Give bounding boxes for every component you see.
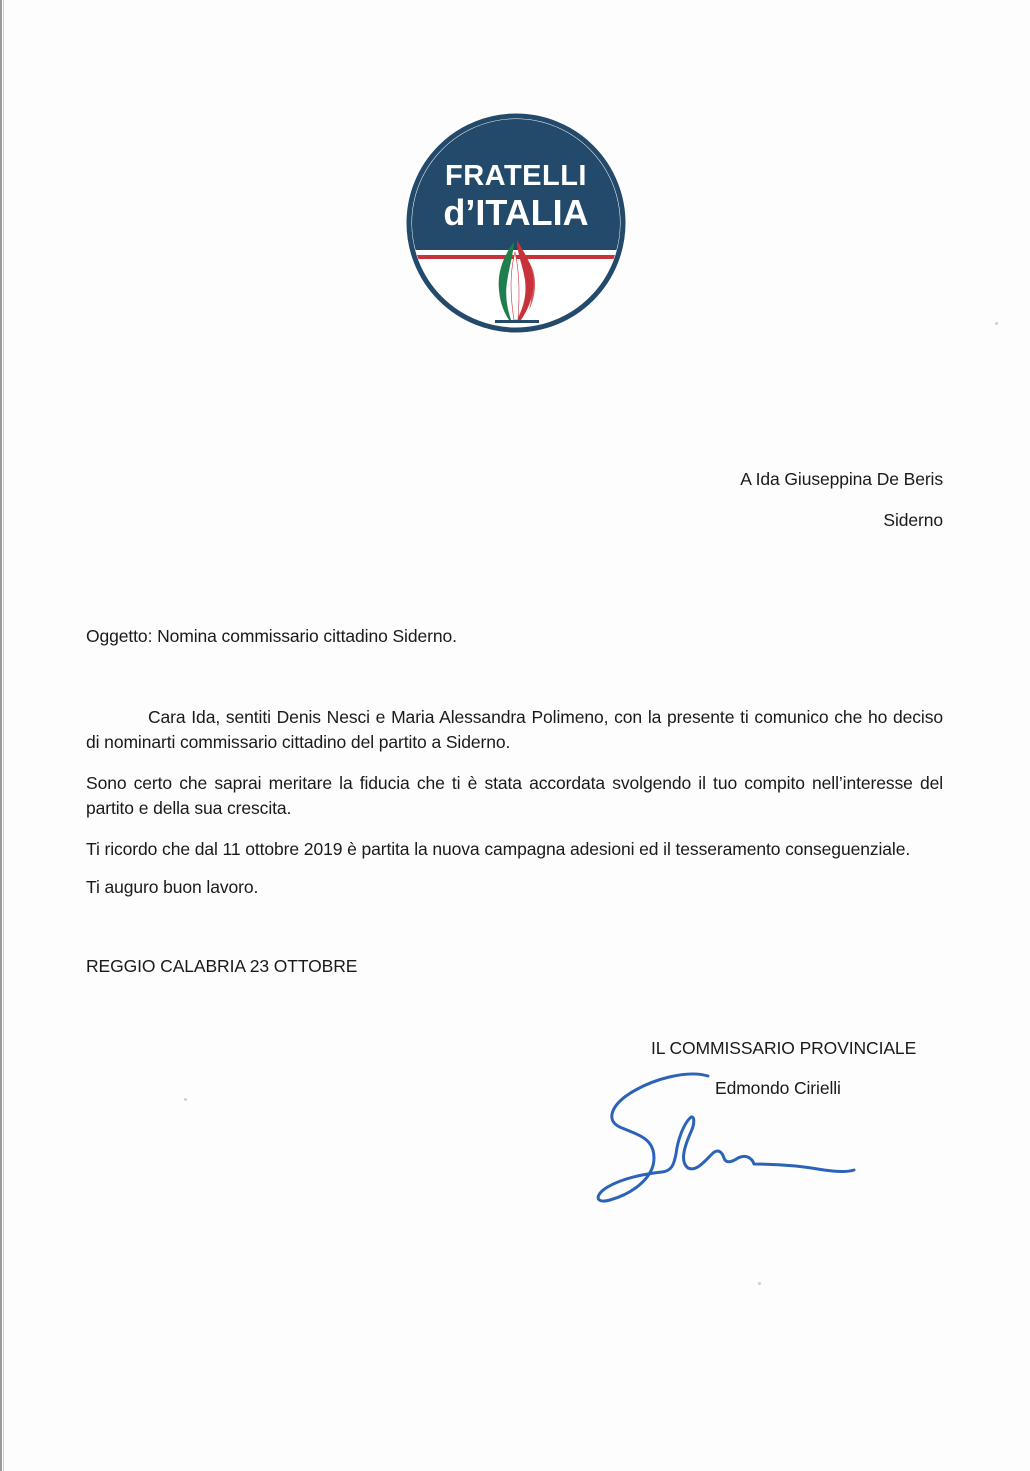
fratelli-ditalia-logo: [401, 112, 631, 334]
scan-speck: [758, 1282, 761, 1285]
scan-edge-shadow: [3, 0, 4, 1471]
scan-speck: [184, 1098, 187, 1101]
logo-line1: FRATELLI: [445, 160, 587, 192]
body-paragraph-2: Sono certo che saprai meritare la fiducia che ti è stata accordata svolgendo il tuo compito nell’interesse del partito e della sua crescita.: [86, 773, 943, 818]
scan-speck: [995, 322, 998, 325]
place-date: REGGIO CALABRIA 23 OTTOBRE: [86, 956, 358, 976]
logo-line2: d’ITALIA: [443, 192, 589, 233]
body-paragraph-1: Cara Ida, sentiti Denis Nesci e Maria Alessandra Polimeno, con la presente ti comunico che ho deciso di nominarti commissario cittadino del partito a Siderno.: [86, 707, 943, 752]
signatory-role: IL COMMISSARIO PROVINCIALE: [651, 1038, 917, 1058]
recipient-city: Siderno: [883, 510, 943, 530]
signatory-name: Edmondo Cirielli: [715, 1078, 841, 1098]
scan-edge: [0, 0, 2, 1471]
subject-line: Oggetto: Nomina commissario cittadino Siderno.: [86, 626, 457, 646]
body-paragraph-3: Ti ricordo che dal 11 ottobre 2019 è partita la nuova campagna adesioni ed il tesseramento conseguenziale.: [86, 839, 911, 859]
recipient-name: A Ida Giuseppina De Beris: [740, 469, 943, 489]
body-paragraph-4: Ti auguro buon lavoro.: [86, 877, 259, 897]
handwritten-signature: [592, 1068, 862, 1218]
